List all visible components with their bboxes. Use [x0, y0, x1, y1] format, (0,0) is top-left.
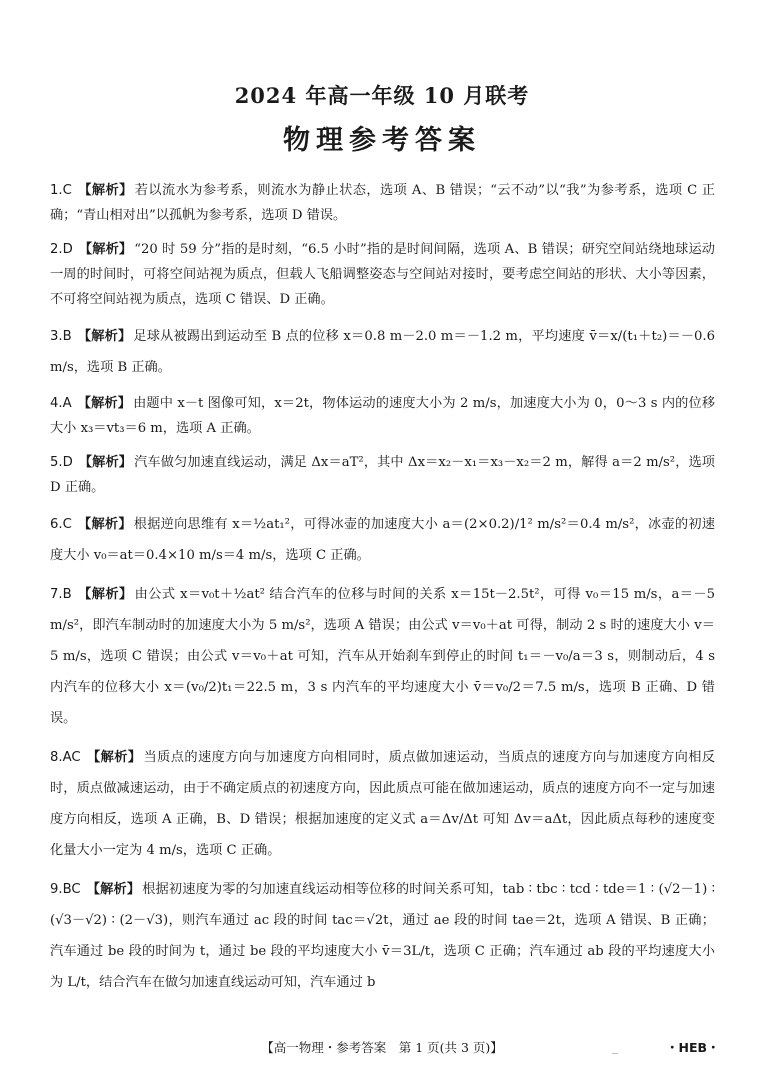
answer-text: 由题中 x－t 图像可知，x＝2t，物体运动的速度大小为 2 m/s，加速度大小为 0，0～3 s 内的位移大小 x₃＝vt₃＝6 m，选项 A 正确。 — [50, 396, 716, 436]
answer-text: 根据逆向思维有 x＝½at₁²，可得冰壶的加速度大小 a＝(2×0.2)/1² m/s²＝0.4 m/s²，冰壶的初速度大小 v₀＝at＝0.4×10 m/s＝4 m/s，选项 C 正确。 — [50, 517, 715, 563]
answer-item — [50, 178, 715, 228]
answer-number: 8.AC — [50, 750, 81, 765]
answer-title: 物理参考答案 — [283, 125, 481, 156]
analysis-tag: 【解析】 — [78, 455, 133, 470]
exam-title: 2024 年高一年级 10 月联考 — [234, 83, 530, 108]
answer-number: 3.B — [50, 329, 72, 344]
answer-text: 足球从被踢出到运动至 B 点的位移 x＝0.8 m－2.0 m＝－1.2 m，平均速度 v̄＝x/(t₁＋t₂)＝－0.6 m/s，选项 B 正确。 — [50, 329, 715, 375]
analysis-tag: 【解析】 — [86, 882, 141, 897]
answer-item — [50, 874, 715, 998]
footer-badge: ・HEB・ — [666, 1040, 720, 1055]
analysis-tag: 【解析】 — [77, 329, 132, 344]
answer-text: 由公式 x＝v₀t＋½at² 结合汽车的位移与时间的关系 x＝15t－2.5t²，可得 v₀＝15 m/s，a＝－5 m/s²，即汽车制动时的加速度大小为 5 m/s²，选项 A 错误；由公式 v＝v₀＋at 可得，制动 2 s 时的速度大小 v＝5 m/s，选项 C 错误；由公式 v＝v₀＋at 可知，汽车从开始刹车到停止的时间 t₁＝－v₀/a＝3 s，则制动后，4 s 内汽车的位移大小 x＝(v₀/2)t₁＝22.5 m，3 s 内汽车的平均速度大小 v̄＝v₀/2＝7.5 m/s，选项 B 正确、D 错误。 — [50, 587, 715, 726]
page-footer: 【高一物理・参考答案 第 1 页(共 3 页)】 — [261, 1040, 503, 1055]
answer-number: 4.A — [50, 396, 72, 411]
answer-item — [50, 450, 715, 500]
answer-number: 2.D — [50, 242, 73, 257]
answer-item — [50, 579, 715, 734]
answer-item — [50, 742, 715, 866]
analysis-tag: 【解析】 — [77, 587, 133, 602]
answer-item — [50, 509, 715, 571]
answer-number: 5.D — [50, 455, 73, 470]
answer-item — [50, 391, 715, 441]
answer-text: 汽车做匀加速直线运动，满足 Δx＝aT²，其中 Δx＝x₂－x₁＝x₃－x₂＝2 m，解得 a＝2 m/s²，选项 D 正确。 — [50, 455, 715, 495]
analysis-tag: 【解析】 — [77, 517, 132, 532]
answer-text: “20 时 59 分”指的是时刻，“6.5 小时”指的是时间间隔，选项 A、B 错误；研究空间站绕地球运动一周的时间时，可将空间站视为质点，但载人飞船调整姿态与空间站对接时，要考虑空间站的形状、大小等因素，不可将空间站视为质点，选项 C 错误、D 正确。 — [50, 242, 715, 307]
footer-mark: _ — [612, 1040, 618, 1054]
answer-text: 当质点的速度方向与加速度方向相同时，质点做加速运动，当质点的速度方向与加速度方向相反时，质点做减速运动，由于不确定质点的初速度方向，因此质点可能在做加速运动，质点的速度方向不一定与加速度方向相反，选项 A 正确，B、D 错误；根据加速度的定义式 a＝Δv/Δt 可知 Δv＝aΔt，因此质点每秒的速度变化量大小一定为 4 m/s，选项 C 正确。 — [50, 750, 716, 858]
analysis-tag: 【解析】 — [77, 396, 132, 411]
analysis-tag: 【解析】 — [86, 750, 142, 765]
analysis-tag: 【解析】 — [77, 183, 133, 198]
answer-number: 1.C — [50, 183, 72, 198]
answer-number: 6.C — [50, 517, 72, 532]
answer-list — [50, 178, 715, 1006]
analysis-tag: 【解析】 — [78, 242, 133, 257]
answer-text: 若以流水为参考系，则流水为静止状态，选项 A、B 错误；“云不动”以“我”为参考系，选项 C 正确；“青山相对出”以孤帆为参考系，选项 D 错误。 — [50, 183, 716, 223]
answer-item — [50, 237, 715, 312]
answer-number: 9.BC — [50, 882, 81, 897]
answer-item — [50, 321, 715, 383]
answer-number: 7.B — [50, 587, 72, 602]
answer-text: 根据初速度为零的匀加速直线运动相等位移的时间关系可知，tab ∶ tbc ∶ tcd ∶ tde＝1 ∶ (√2－1) ∶ (√3－√2) ∶ (2－√3)，则汽车通过 ac 段的时间 tac＝√2t，通过 ae 段的时间 tae＝2t，选项 A 错误、B 正确；汽车通过 be 段的时间为 t，通过 be 段的平均速度大小 v̄＝3L/t，选项 C 正确；汽车通过 ab 段的平均速度大小为 L/t，结合汽车在做匀加速直线运动可知，汽车通过 b — [50, 882, 716, 990]
